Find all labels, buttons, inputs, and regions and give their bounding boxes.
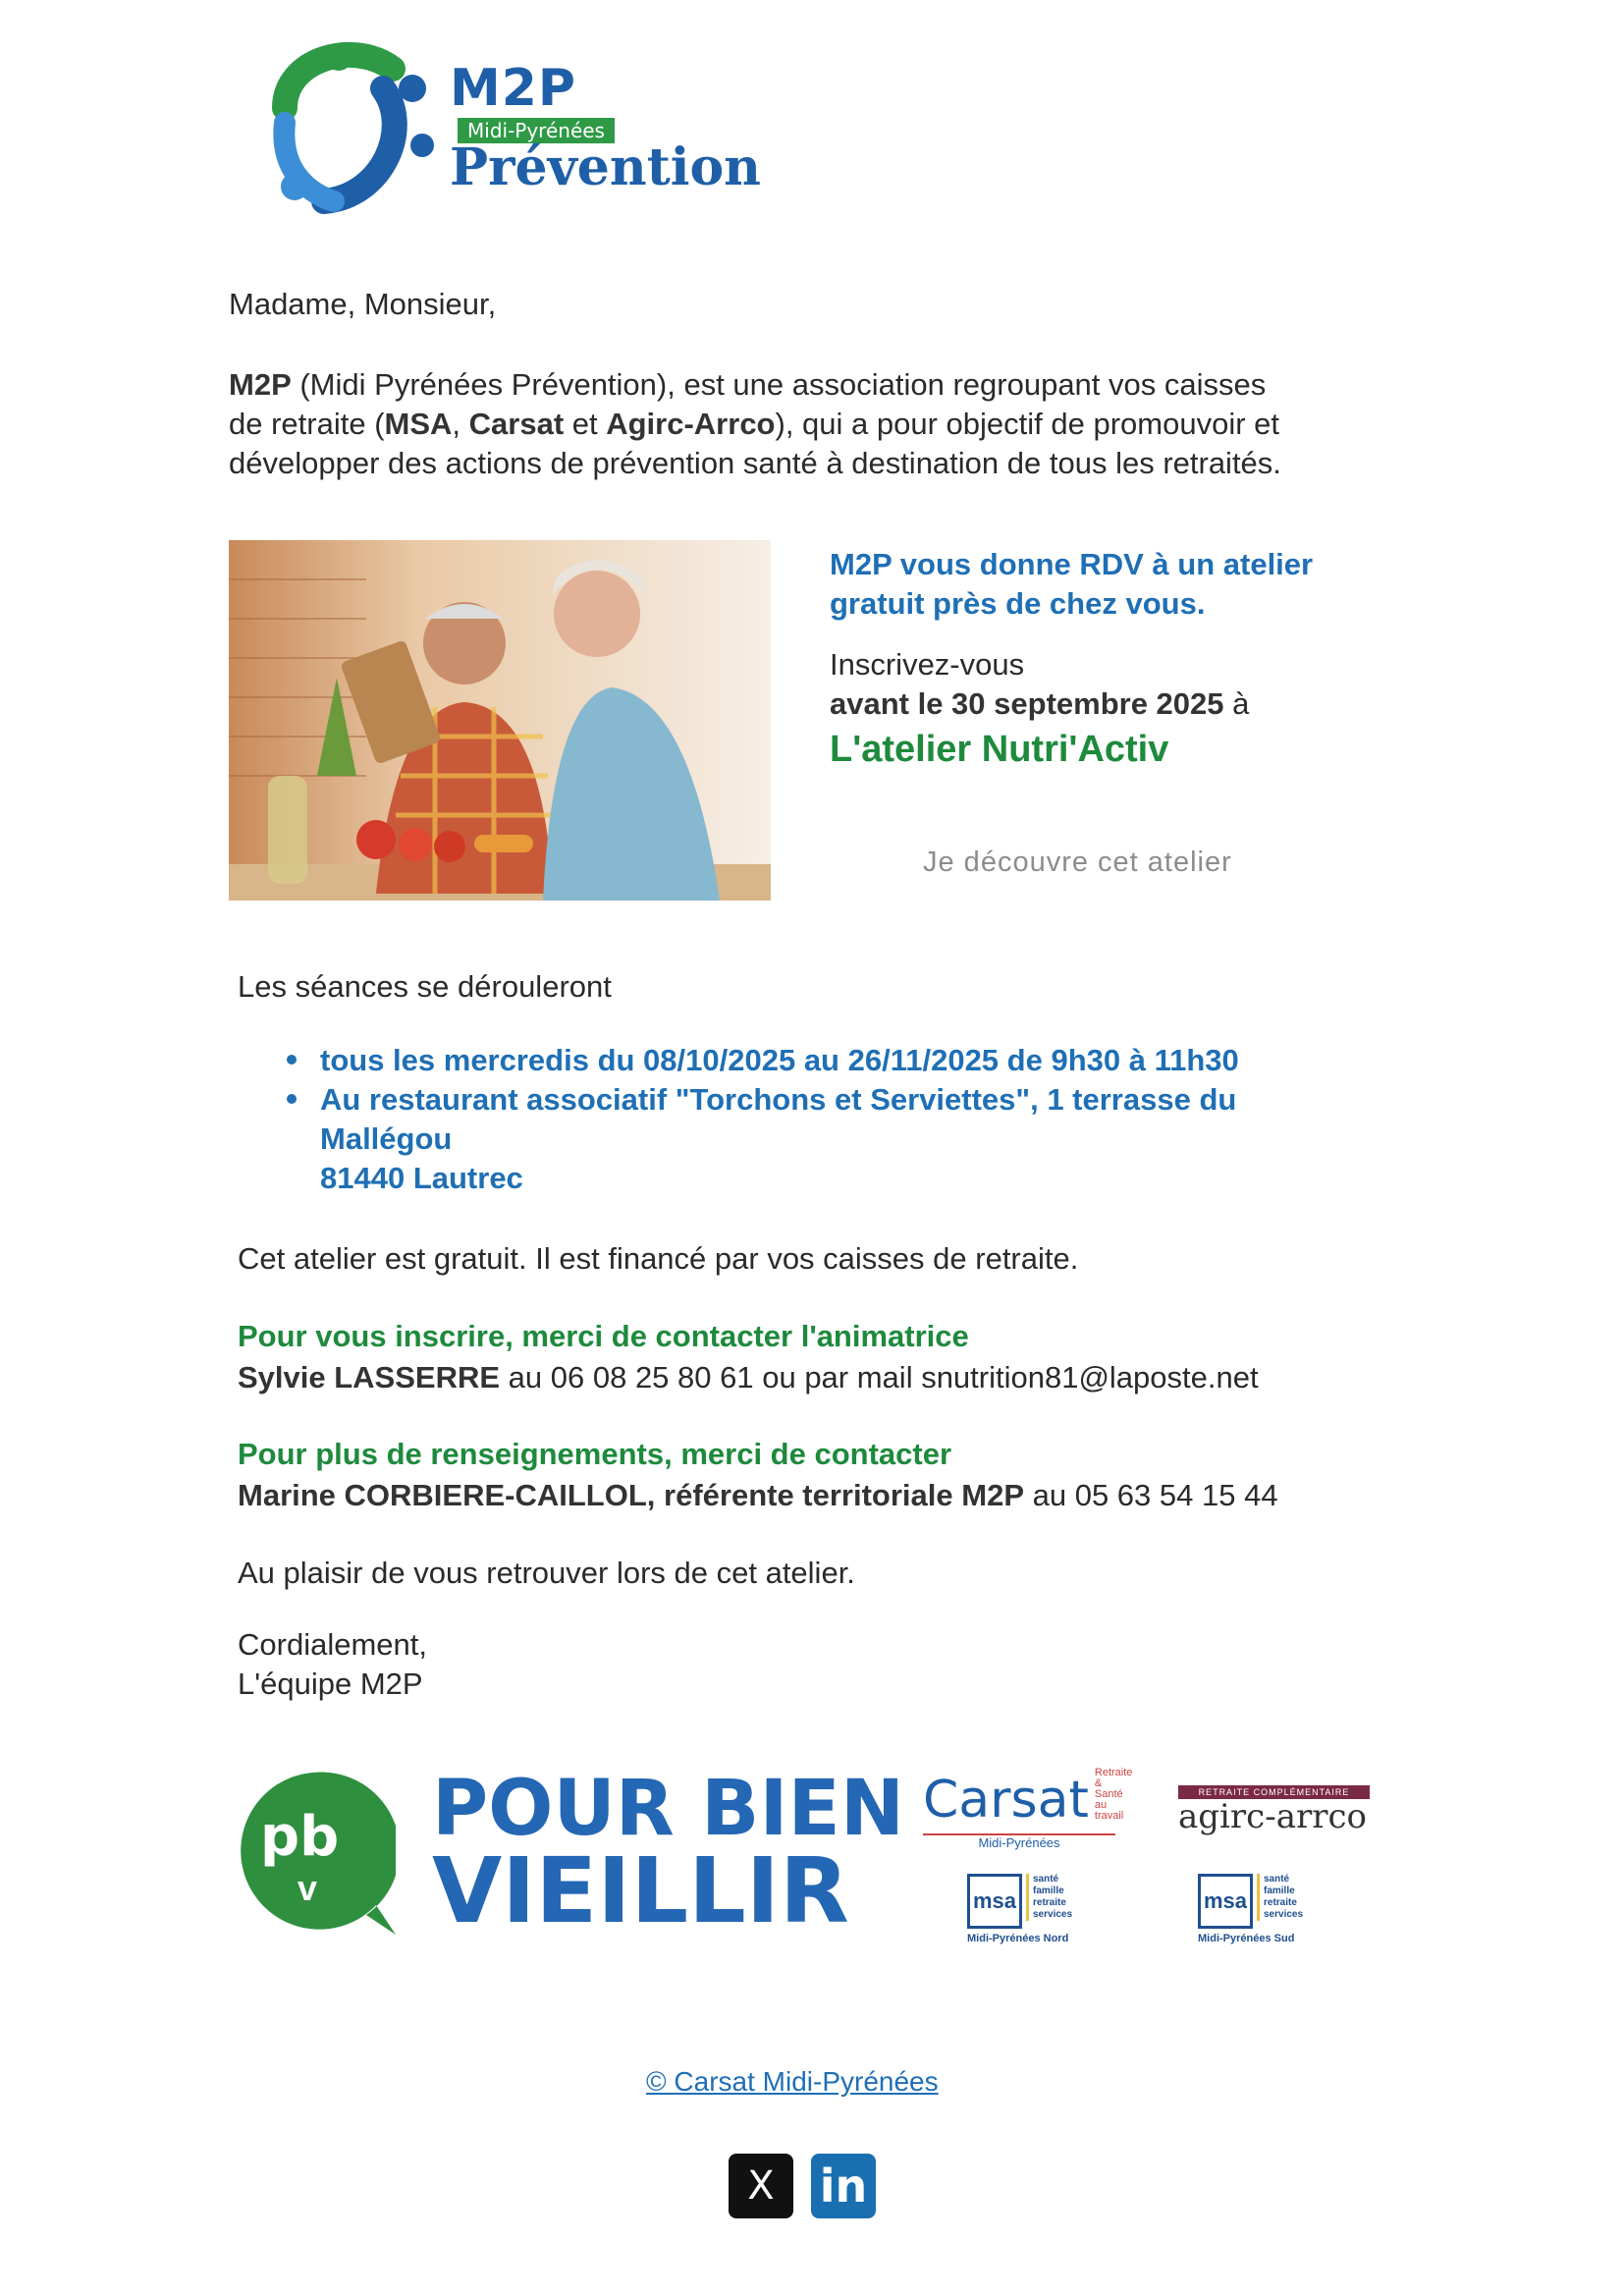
free-note: Cet atelier est gratuit. Il est financé par vos caisses de retraite.: [238, 1241, 1079, 1276]
logo-subtitle: Prévention: [450, 137, 761, 197]
pbv-logo-badge: [229, 1768, 396, 1940]
msa-sud-region: Midi-Pyrénées Sud: [1198, 1933, 1295, 1944]
intro-line2b: ), qui a pour objectif de promouvoir et: [775, 407, 1279, 441]
agirc-name: agirc-arrco: [1178, 1797, 1367, 1836]
carsat-tag3: au travail: [1094, 1799, 1124, 1822]
sessions-intro: Les séances se dérouleront: [238, 969, 612, 1004]
intro-line1: (Midi Pyrénées Prévention), est une association regroupant vos caisses: [291, 367, 1267, 402]
info-contact: [238, 1434, 1278, 1516]
animatrice-details: au 06 08 25 80 61 ou par mail snutrition81@laposte.net: [500, 1360, 1259, 1394]
closing-regards: [238, 1625, 427, 1704]
msa-nord-line3: retraite: [1033, 1897, 1066, 1908]
signature: L'équipe M2P: [238, 1667, 423, 1701]
carsat-tagline: [1095, 1768, 1133, 1830]
deadline-suffix: à: [1223, 686, 1250, 721]
m2p-logo: [265, 29, 761, 226]
linkedin-icon: in: [819, 2159, 868, 2213]
pbv-wordmark: [432, 1765, 905, 1943]
msa-nord-mark: msa: [967, 1874, 1022, 1929]
carsat-name: Carsat: [923, 1771, 1089, 1830]
session-dates: tous les mercredis du 08/10/2025 au 26/11/2025 de 9h30 à 11h30: [320, 1041, 1400, 1080]
intro-m2p: M2P: [229, 367, 292, 402]
logo-badge: Midi-Pyrénées: [458, 118, 615, 143]
intro-paragraph: [229, 365, 1407, 483]
info-heading: Pour plus de renseignements, merci de contacter: [238, 1437, 952, 1471]
promo-block: [830, 545, 1313, 769]
location-line2: Mallégou: [320, 1121, 453, 1156]
closing-line: Au plaisir de vous retrouver lors de cet atelier.: [238, 1556, 855, 1590]
agirc-tag: RETRAITE COMPLÉMENTAIRE: [1178, 1785, 1370, 1799]
pbv-line2: VIEILLIR: [432, 1838, 849, 1943]
referente-phone: au 05 63 54 15 44: [1024, 1478, 1278, 1512]
inscrivez: Inscrivez-vous: [830, 647, 1025, 682]
session-location: [320, 1080, 1400, 1198]
agirc-arrco-logo: [1178, 1785, 1370, 1836]
referente-name: Marine CORBIERE-CAILLOL, référente territoriale M2P: [238, 1478, 1024, 1512]
linkedin-social-button[interactable]: [811, 2154, 876, 2218]
x-social-button[interactable]: [729, 2154, 793, 2218]
pbv-line1: POUR BIEN: [432, 1765, 905, 1853]
animatrice-name: Sylvie LASSERRE: [238, 1360, 501, 1394]
intro-sep: ,: [452, 407, 469, 441]
intro-carsat: Carsat: [468, 407, 565, 441]
location-line1: Au restaurant associatif "Torchons et Serviettes", 1 terrasse du: [320, 1082, 1237, 1117]
sessions-list: [320, 1041, 1400, 1198]
atelier-name: L'atelier Nutri'Activ: [830, 729, 1169, 770]
intro-agirc: Agirc-Arrco: [606, 407, 776, 441]
msa-sud-line1: santé: [1264, 1874, 1290, 1885]
m2p-people-icon: [265, 29, 452, 226]
rdv-line2: gratuit près de chez vous.: [830, 586, 1206, 621]
kitchen-photo: [229, 540, 771, 901]
rdv-line1: M2P vous donne RDV à un atelier: [830, 547, 1314, 581]
intro-msa: MSA: [384, 407, 453, 441]
pbv-badge-text: pb: [260, 1805, 340, 1869]
msa-sud-mark: msa: [1198, 1874, 1253, 1929]
signup-contact: [238, 1316, 1259, 1398]
msa-sud-logo: [1198, 1874, 1325, 1944]
intro-line2a: de retraite (: [229, 407, 385, 441]
salutation: Madame, Monsieur,: [229, 287, 497, 321]
carsat-tag2: & Santé: [1094, 1777, 1123, 1800]
msa-sud-line3: retraite: [1264, 1897, 1297, 1908]
intro-and: et: [564, 407, 607, 441]
carsat-logo: [923, 1767, 1133, 1850]
msa-sud-lines: [1257, 1874, 1303, 1921]
msa-sud-line4: services: [1264, 1909, 1304, 1920]
msa-nord-region: Midi-Pyrénées Nord: [967, 1933, 1069, 1944]
signup-heading: Pour vous inscrire, merci de contacter l'animatrice: [238, 1319, 969, 1353]
msa-nord-line2: famille: [1033, 1886, 1064, 1896]
x-icon: X: [747, 2163, 775, 2209]
location-line3: 81440 Lautrec: [320, 1161, 523, 1195]
msa-nord-line1: santé: [1033, 1874, 1059, 1885]
carsat-tag1: Retraite: [1094, 1767, 1133, 1778]
msa-sud-line2: famille: [1264, 1886, 1295, 1896]
copyright-link[interactable]: © Carsat Midi-Pyrénées: [646, 2066, 939, 2097]
msa-nord-line4: services: [1033, 1909, 1073, 1920]
carsat-region: Midi-Pyrénées: [923, 1833, 1115, 1850]
pbv-badge-v: v: [298, 1868, 318, 1908]
regards: Cordialement,: [238, 1627, 427, 1662]
msa-nord-logo: [967, 1874, 1095, 1944]
logo-title: M2P: [450, 59, 577, 118]
discover-workshop-button[interactable]: Je découvre cet atelier: [923, 847, 1232, 878]
deadline: avant le 30 septembre 2025: [830, 686, 1224, 721]
intro-line3: développer des actions de prévention santé à destination de tous les retraités.: [229, 446, 1281, 480]
msa-nord-lines: [1026, 1874, 1072, 1921]
